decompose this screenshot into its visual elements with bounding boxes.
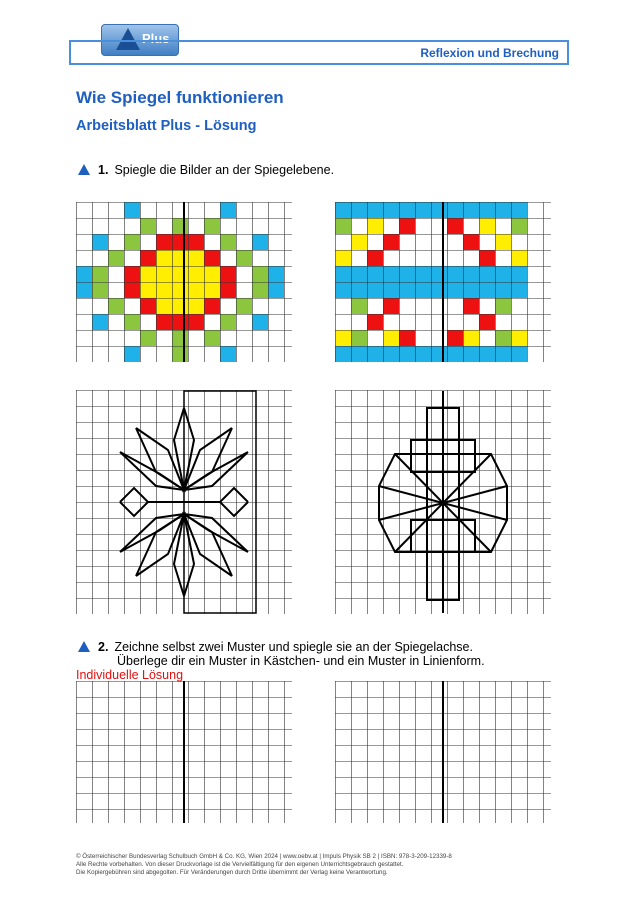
colored-cell xyxy=(367,346,383,362)
colored-cell xyxy=(335,330,351,346)
colored-cell xyxy=(479,346,495,362)
colored-cell xyxy=(92,314,108,330)
colored-cell xyxy=(156,250,172,266)
colored-cell xyxy=(511,250,527,266)
colored-cell xyxy=(140,266,156,282)
colored-cell xyxy=(383,346,399,362)
colored-cell xyxy=(188,250,204,266)
colored-cell xyxy=(447,202,463,218)
colored-cell xyxy=(172,266,188,282)
colored-cell xyxy=(204,282,220,298)
colored-cell xyxy=(351,202,367,218)
colored-cell xyxy=(188,234,204,250)
colored-cell xyxy=(415,266,431,282)
colored-cell xyxy=(399,218,415,234)
task-1 xyxy=(78,163,334,177)
colored-cell xyxy=(351,346,367,362)
logo-text: Plus xyxy=(142,31,170,46)
colored-cell xyxy=(447,218,463,234)
colored-cell xyxy=(92,234,108,250)
header-bar xyxy=(69,40,569,65)
colored-cell xyxy=(220,234,236,250)
colored-cell xyxy=(447,282,463,298)
colored-cell xyxy=(479,282,495,298)
colored-cell xyxy=(479,314,495,330)
colored-cell xyxy=(495,346,511,362)
colored-cell xyxy=(367,282,383,298)
colored-cell xyxy=(367,266,383,282)
pattern-grid-geometric xyxy=(335,390,551,614)
colored-cell xyxy=(447,330,463,346)
page-subtitle: Arbeitsblatt Plus - Lösung xyxy=(76,118,257,134)
colored-cell xyxy=(140,250,156,266)
colored-cell xyxy=(76,266,92,282)
colored-cell xyxy=(383,202,399,218)
colored-cell xyxy=(383,234,399,250)
colored-cell xyxy=(495,234,511,250)
colored-cell xyxy=(335,250,351,266)
colored-cell xyxy=(76,282,92,298)
colored-cell xyxy=(124,346,140,362)
colored-cell xyxy=(335,218,351,234)
colored-cell xyxy=(399,330,415,346)
colored-cell xyxy=(236,298,252,314)
colored-cell xyxy=(140,218,156,234)
colored-cell xyxy=(204,250,220,266)
colored-cell xyxy=(204,218,220,234)
colored-cell xyxy=(495,330,511,346)
colored-cell xyxy=(140,330,156,346)
colored-cell xyxy=(431,346,447,362)
colored-cell xyxy=(335,282,351,298)
colored-cell xyxy=(140,282,156,298)
colored-cell xyxy=(156,266,172,282)
colored-cell xyxy=(351,330,367,346)
colored-cell xyxy=(351,266,367,282)
colored-cell xyxy=(463,282,479,298)
pattern-grid-colored-1 xyxy=(76,202,292,362)
colored-cell xyxy=(351,298,367,314)
colored-cell xyxy=(156,234,172,250)
colored-cell xyxy=(463,330,479,346)
colored-cell xyxy=(463,202,479,218)
colored-cell xyxy=(463,298,479,314)
colored-cell xyxy=(236,250,252,266)
colored-cell xyxy=(204,330,220,346)
colored-cell xyxy=(511,330,527,346)
colored-cell xyxy=(383,266,399,282)
colored-cell xyxy=(188,266,204,282)
task-text-line2: Überlege dir ein Muster in Kästchen- und ein Muster in Linienform. xyxy=(117,654,485,668)
colored-cell xyxy=(220,282,236,298)
colored-cell xyxy=(124,234,140,250)
colored-cell xyxy=(511,202,527,218)
task-text: Spiegle die Bilder an der Spiegelebene. xyxy=(114,163,335,177)
pattern-grid-colored-2 xyxy=(335,202,551,362)
colored-cell xyxy=(431,282,447,298)
colored-cell xyxy=(415,202,431,218)
colored-cell xyxy=(367,202,383,218)
colored-cell xyxy=(220,314,236,330)
colored-cell xyxy=(220,202,236,218)
colored-cell xyxy=(415,282,431,298)
page-title: Wie Spiegel funktionieren xyxy=(76,88,284,107)
colored-cell xyxy=(399,266,415,282)
colored-cell xyxy=(204,266,220,282)
colored-cell xyxy=(252,282,268,298)
colored-cell xyxy=(479,218,495,234)
colored-cell xyxy=(172,330,188,346)
colored-cell xyxy=(415,346,431,362)
colored-cell xyxy=(351,234,367,250)
colored-cell xyxy=(463,266,479,282)
colored-cell xyxy=(495,298,511,314)
task-triangle-icon xyxy=(78,641,90,652)
colored-cell xyxy=(140,298,156,314)
colored-cell xyxy=(172,218,188,234)
solution-note: Individuelle Lösung xyxy=(76,668,184,682)
colored-cell xyxy=(268,266,284,282)
colored-cell xyxy=(367,218,383,234)
task-number: 2. xyxy=(98,640,109,654)
colored-cell xyxy=(383,330,399,346)
colored-cell xyxy=(124,282,140,298)
colored-cell xyxy=(172,314,188,330)
colored-cell xyxy=(188,298,204,314)
colored-cell xyxy=(220,266,236,282)
task-number: 1. xyxy=(98,163,109,177)
geometric-drawing xyxy=(379,391,507,613)
footer-line-3: Die Kopiergebühren sind abgegolten. Für Veränderungen durch Dritte übernimmt der Verlag keine Verantwortung. xyxy=(76,869,388,876)
colored-cell xyxy=(495,282,511,298)
colored-cell xyxy=(399,346,415,362)
colored-cell xyxy=(431,266,447,282)
colored-cell xyxy=(447,346,463,362)
colored-cell xyxy=(156,314,172,330)
colored-cell xyxy=(172,298,188,314)
colored-cell xyxy=(156,298,172,314)
colored-cell xyxy=(511,266,527,282)
colored-cell xyxy=(399,202,415,218)
colored-cell xyxy=(92,266,108,282)
blank-grid-1 xyxy=(76,681,292,823)
colored-cell xyxy=(172,346,188,362)
colored-cell xyxy=(495,266,511,282)
footer-line-2: Alle Rechte vorbehalten. Von dieser Druckvorlage ist die Vervielfältigung für den eigenen Unterrichtsgebrauch gestattet. xyxy=(76,861,404,868)
colored-cell xyxy=(188,282,204,298)
colored-cell xyxy=(447,266,463,282)
colored-cell xyxy=(335,202,351,218)
colored-cell xyxy=(172,250,188,266)
colored-cell xyxy=(252,234,268,250)
colored-cell xyxy=(495,202,511,218)
colored-cell xyxy=(383,282,399,298)
colored-cell xyxy=(511,346,527,362)
colored-cell xyxy=(92,282,108,298)
colored-cell xyxy=(511,282,527,298)
colored-cell xyxy=(335,266,351,282)
colored-cell xyxy=(188,314,204,330)
colored-cell xyxy=(124,314,140,330)
header-title: Reflexion und Brechung xyxy=(420,46,559,60)
colored-cell xyxy=(156,282,172,298)
task-2 xyxy=(78,640,473,654)
colored-cell xyxy=(431,202,447,218)
colored-cell xyxy=(511,218,527,234)
pattern-grid-star xyxy=(76,390,292,614)
blank-grid-2 xyxy=(335,681,551,823)
colored-cell xyxy=(479,202,495,218)
colored-cell xyxy=(220,346,236,362)
colored-cell xyxy=(367,314,383,330)
task-triangle-icon xyxy=(78,164,90,175)
colored-cell xyxy=(479,250,495,266)
colored-cell xyxy=(108,298,124,314)
colored-cell xyxy=(172,282,188,298)
colored-cell xyxy=(383,298,399,314)
colored-cell xyxy=(367,250,383,266)
colored-cell xyxy=(124,266,140,282)
colored-cell xyxy=(351,282,367,298)
colored-cell xyxy=(172,234,188,250)
colored-cell xyxy=(463,346,479,362)
colored-cell xyxy=(335,346,351,362)
footer-line-1: © Österreichischer Bundesverlag Schulbuch GmbH & Co. KG, Wien 2024 | www.oebv.at | Impuls Physik SB 2 | ISBN: 978-3-209-12339-8 xyxy=(76,853,452,860)
footer xyxy=(76,853,452,877)
colored-cell xyxy=(399,282,415,298)
colored-cell xyxy=(124,202,140,218)
colored-cell xyxy=(463,234,479,250)
colored-cell xyxy=(252,314,268,330)
colored-cell xyxy=(252,266,268,282)
colored-cell xyxy=(108,250,124,266)
colored-cell xyxy=(479,266,495,282)
task-text-line1: Zeichne selbst zwei Muster und spiegle sie an der Spiegelachse. xyxy=(114,640,473,654)
colored-cell xyxy=(268,282,284,298)
colored-cell xyxy=(204,298,220,314)
